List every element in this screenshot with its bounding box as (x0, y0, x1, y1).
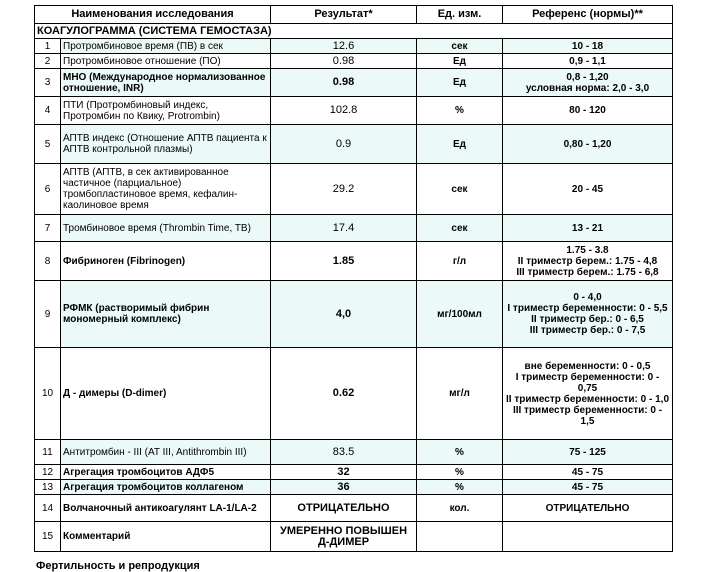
reference-line: ОТРИЦАТЕЛЬНО (545, 502, 630, 514)
reference-line: 13 - 21 (571, 222, 604, 234)
test-reference (503, 480, 673, 495)
table-row (35, 281, 673, 348)
section-row (35, 24, 673, 39)
test-result: 83.5 (271, 440, 417, 465)
test-name: АПТВ (АПТВ, в сек активированное частичное (парциальное) тромбопластиновое время, кефалин-каолиновое время (61, 164, 271, 215)
test-name: Комментарий (61, 522, 271, 552)
test-unit: сек (417, 39, 503, 54)
test-reference (503, 242, 673, 281)
test-unit: % (417, 97, 503, 125)
reference-line: 10 - 18 (571, 40, 604, 52)
test-unit: Ед (417, 69, 503, 97)
reference-line: 0,80 - 1,20 (563, 138, 612, 150)
reference-line: I триместр беременности: 0 - 0,75 (515, 371, 660, 394)
test-result: 4,0 (271, 281, 417, 348)
test-unit: г/л (417, 242, 503, 281)
test-reference (503, 440, 673, 465)
row-number: 15 (35, 522, 61, 552)
table-row (35, 215, 673, 242)
reference-line: 1.75 - 3.8 (566, 244, 609, 256)
test-reference (503, 39, 673, 54)
test-unit: мг/100мл (417, 281, 503, 348)
row-number: 8 (35, 242, 61, 281)
table-header-row (35, 6, 673, 24)
reference-line: 75 - 125 (569, 446, 606, 458)
test-name: Волчаночный антикоагулянт LA-1/LA-2 (61, 495, 271, 522)
test-result: 12.6 (271, 39, 417, 54)
reference-line: 20 - 45 (571, 183, 604, 195)
test-result: 0.98 (271, 54, 417, 69)
test-name: МНО (Международное нормализованное отношение, INR) (61, 69, 271, 97)
test-name: ПТИ (Протромбиновый индекс, Протромбин по Квику, Protrombin) (61, 97, 271, 125)
test-reference (503, 164, 673, 215)
row-number: 12 (35, 465, 61, 480)
table-row (35, 242, 673, 281)
coagulogram-table (34, 5, 673, 552)
table-row (35, 522, 673, 552)
reference-line: 45 - 75 (571, 481, 604, 493)
footer-section-title: Фертильность и репродукция (36, 560, 200, 572)
table-row (35, 440, 673, 465)
test-name: РФМК (растворимый фибрин мономерный комплекс) (61, 281, 271, 348)
test-reference (503, 495, 673, 522)
reference-line: 80 - 120 (569, 105, 606, 116)
test-unit: % (417, 480, 503, 495)
row-number: 7 (35, 215, 61, 242)
table-row (35, 495, 673, 522)
test-result: 0.98 (271, 69, 417, 97)
reference-line: 45 - 75 (571, 466, 604, 478)
test-unit (417, 522, 503, 552)
test-name: Протромбиновое отношение (ПО) (61, 54, 271, 69)
section-title: КОАГУЛОГРАММА (СИСТЕМА ГЕМОСТАЗА) (35, 24, 673, 39)
row-number: 2 (35, 54, 61, 69)
row-number: 13 (35, 480, 61, 495)
table-row (35, 69, 673, 97)
test-unit: сек (417, 215, 503, 242)
reference-line: 0 - 4,0 (573, 292, 602, 303)
test-result: 0.62 (271, 348, 417, 440)
test-name: Д - димеры (D-dimer) (61, 348, 271, 440)
test-result: 102.8 (271, 97, 417, 125)
test-result: 32 (271, 465, 417, 480)
reference-line: I триместр беременности: 0 - 5,5 (507, 303, 668, 314)
row-number: 9 (35, 281, 61, 348)
header-name: Наименования исследования (35, 6, 271, 24)
reference-line: II триместр беременности: 0 - 1,0 (505, 393, 670, 405)
test-result: ОТРИЦАТЕЛЬНО (271, 495, 417, 522)
header-result: Результат* (271, 6, 417, 24)
reference-line: 0,9 - 1,1 (569, 55, 606, 67)
reference-line: условная норма: 2,0 - 3,0 (525, 82, 650, 94)
test-reference (503, 54, 673, 69)
reference-line: 0,8 - 1,20 (566, 71, 609, 83)
test-reference (503, 465, 673, 480)
test-unit: сек (417, 164, 503, 215)
test-unit: кол. (417, 495, 503, 522)
test-result: 1.85 (271, 242, 417, 281)
reference-line: вне беременности: 0 - 0,5 (524, 360, 651, 372)
test-name: Протромбиновое время (ПВ) в сек (61, 39, 271, 54)
test-unit: мг/л (417, 348, 503, 440)
test-result: 17.4 (271, 215, 417, 242)
test-name: Антитромбин - III (AT III, Antithrombin III) (61, 440, 271, 465)
test-result: 29.2 (271, 164, 417, 215)
test-name: Агрегация тромбоцитов АДФ5 (61, 465, 271, 480)
test-name: Агрегация тромбоцитов коллагеном (61, 480, 271, 495)
row-number: 3 (35, 69, 61, 97)
header-reference: Референс (нормы)** (503, 6, 673, 24)
test-reference (503, 215, 673, 242)
test-result: 0.9 (271, 125, 417, 164)
header-unit: Ед. изм. (417, 6, 503, 24)
reference-line: II триместр бер.: 0 - 6,5 (531, 314, 644, 325)
test-name: Фибриноген (Fibrinogen) (61, 242, 271, 281)
table-row (35, 125, 673, 164)
table-row (35, 97, 673, 125)
table-row (35, 465, 673, 480)
reference-line: III триместр бер.: 0 - 7,5 (529, 325, 646, 336)
reference-line: II триместр берем.: 1.75 - 4,8 (517, 255, 658, 267)
row-number: 14 (35, 495, 61, 522)
test-reference (503, 69, 673, 97)
row-number: 4 (35, 97, 61, 125)
row-number: 1 (35, 39, 61, 54)
row-number: 11 (35, 440, 61, 465)
table-row (35, 164, 673, 215)
reference-line: III триместр берем.: 1.75 - 6,8 (516, 266, 659, 278)
table-row (35, 480, 673, 495)
test-unit: % (417, 440, 503, 465)
test-reference (503, 281, 673, 348)
table-row (35, 348, 673, 440)
test-reference (503, 97, 673, 125)
row-number: 10 (35, 348, 61, 440)
table-row (35, 39, 673, 54)
test-result: УМЕРЕННО ПОВЫШЕН Д-ДИМЕР (271, 522, 417, 552)
test-reference (503, 522, 673, 552)
test-reference (503, 348, 673, 440)
row-number: 6 (35, 164, 61, 215)
test-name: АПТВ индекс (Отношение АПТВ пациента к АПТВ контрольной плазмы) (61, 125, 271, 164)
reference-line: III триместр беременности: 0 - 1,5 (512, 404, 663, 427)
row-number: 5 (35, 125, 61, 164)
table-row (35, 54, 673, 69)
test-unit: Ед (417, 125, 503, 164)
test-unit: Ед (417, 54, 503, 69)
test-unit: % (417, 465, 503, 480)
test-name: Тромбиновое время (Thrombin Time, TB) (61, 215, 271, 242)
test-reference (503, 125, 673, 164)
test-result: 36 (271, 480, 417, 495)
